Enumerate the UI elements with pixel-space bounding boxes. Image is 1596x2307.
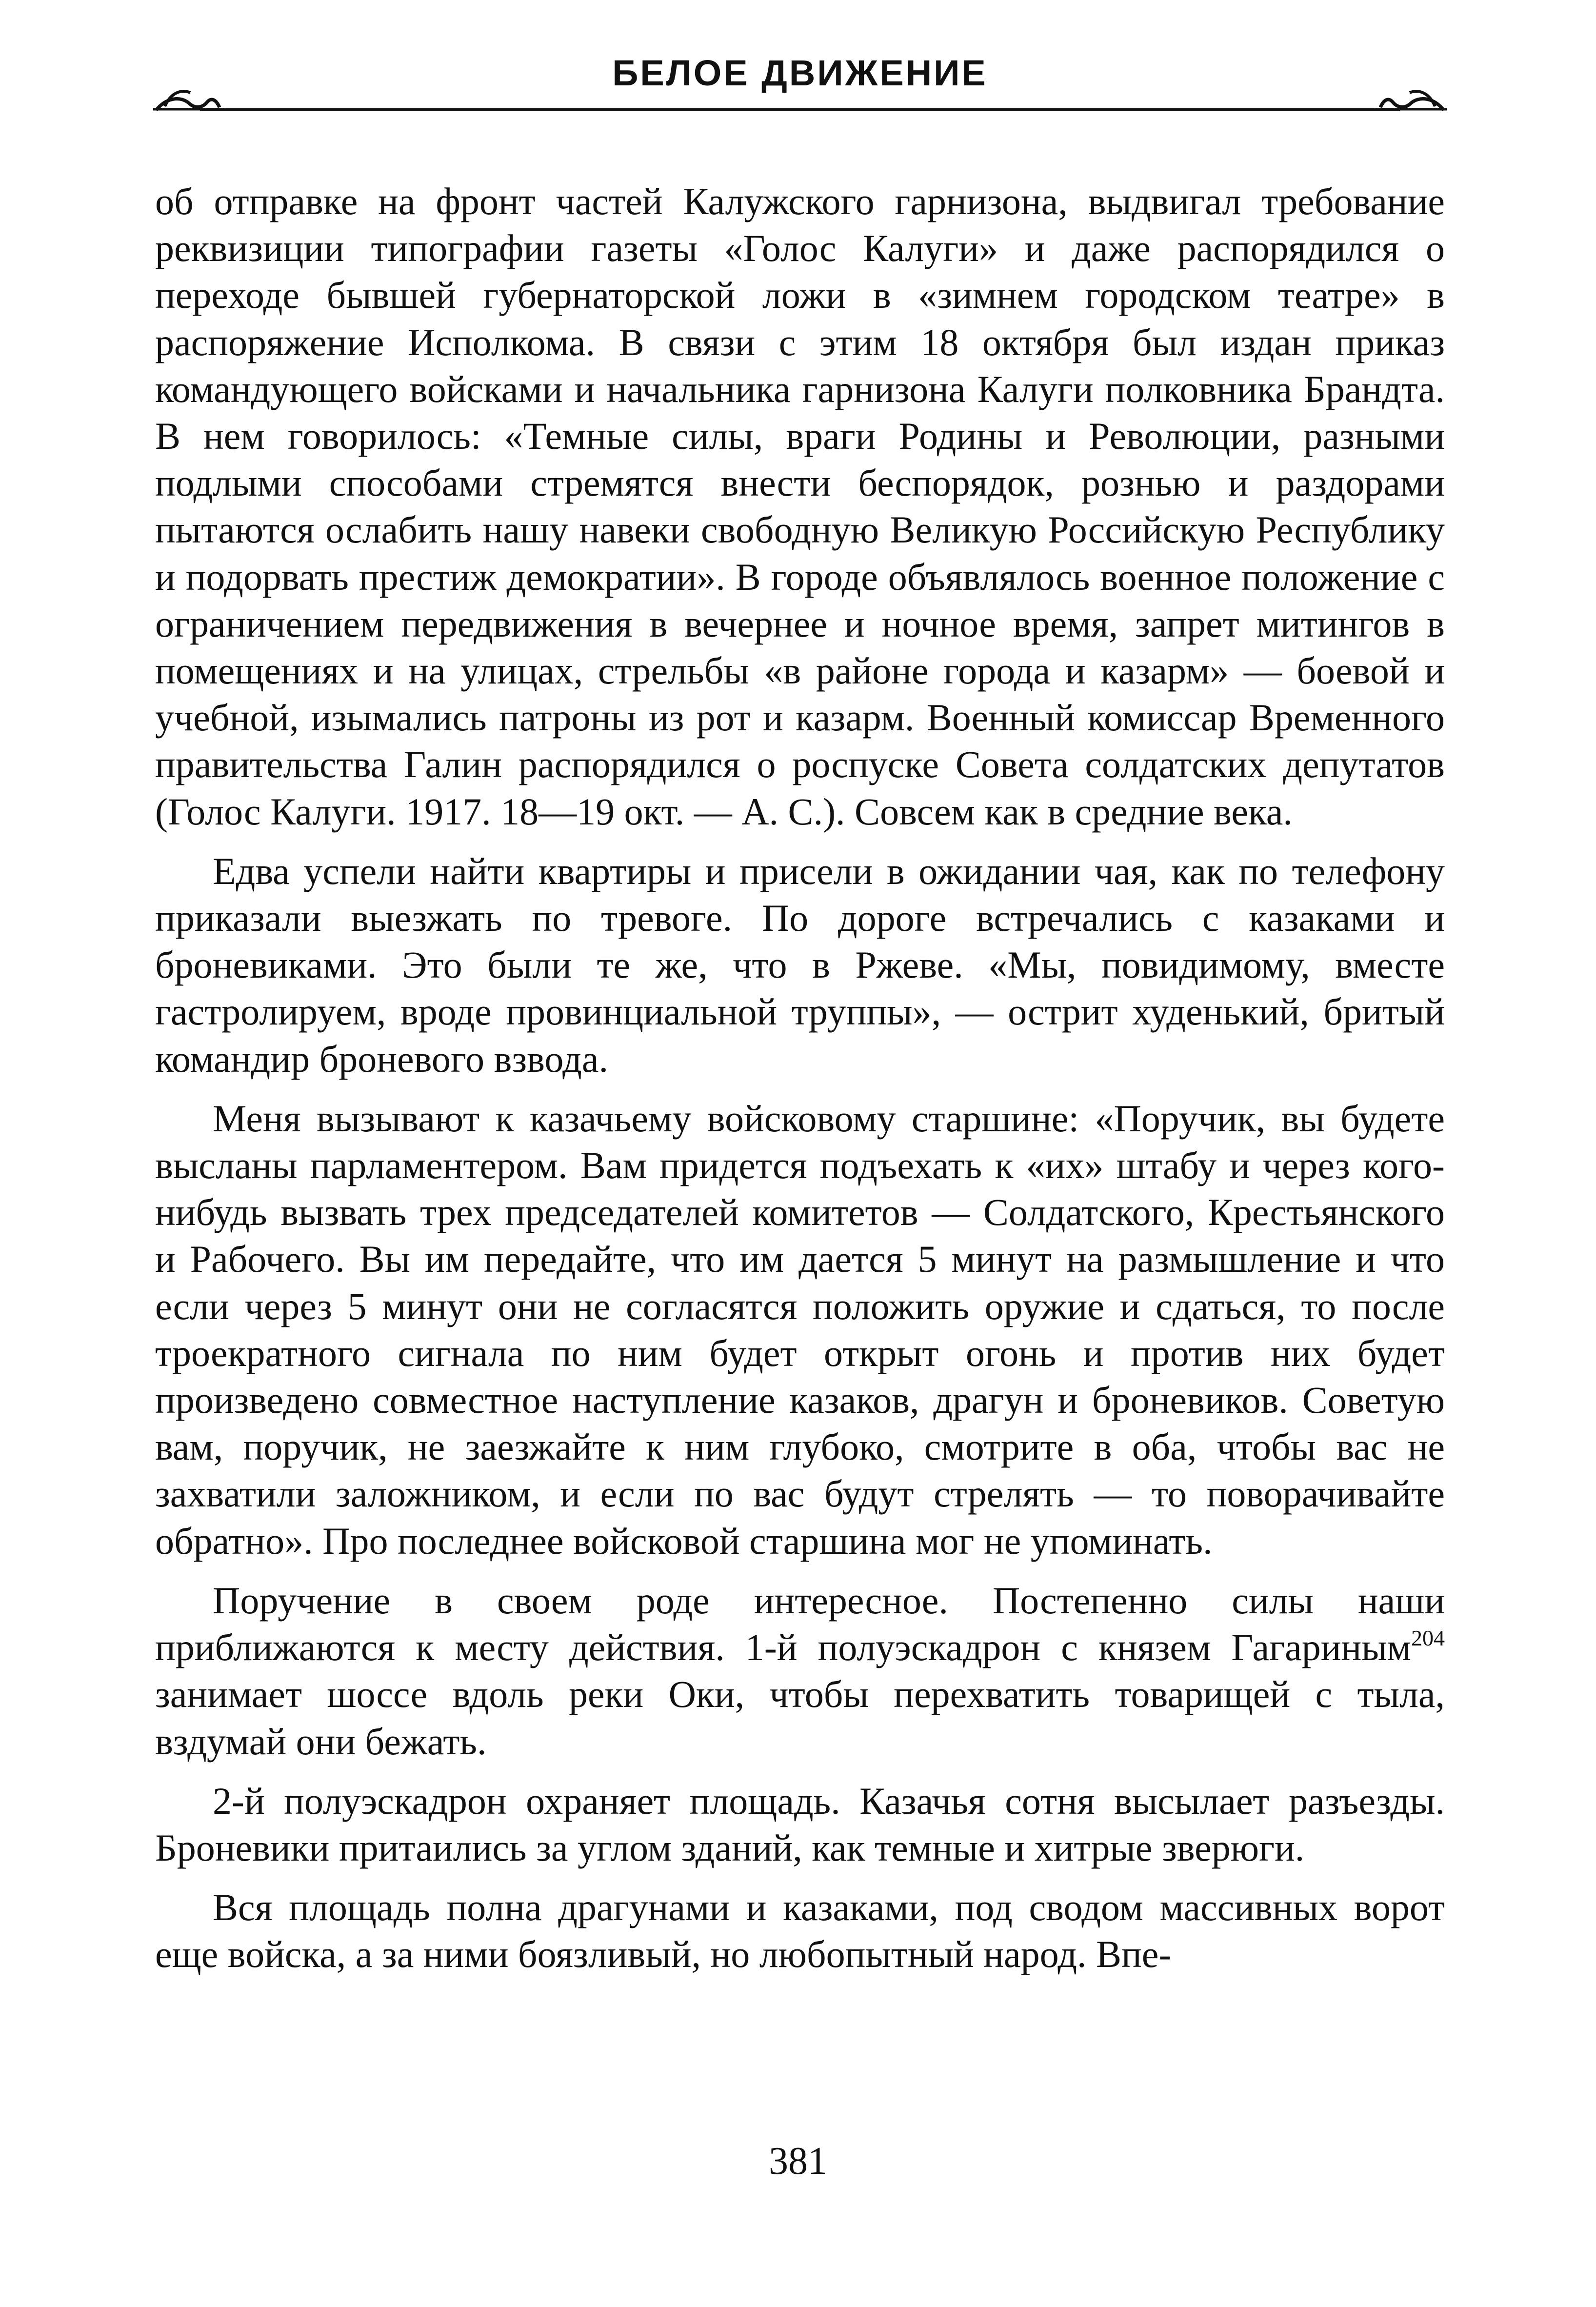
header-rule [200,108,1400,111]
paragraph-6: Вся площадь полна драгунами и казаками, под сводом массивных ворот еще войска, а за ними боязливый, но любопытный народ. Впе- [155,1886,1445,1976]
paragraph-3: Меня вызывают к казачьему войсковому старшине: «Поручик, вы будете высланы парламентером. Вам придется подъехать к «их» штабу и через кого-нибудь вызвать трех председателей комитетов — Солдатского, Крестьянского и Рабочего. Вы им передайте, что им дается 5 минут на размышление и что если через 5 минут они не согласятся положить оружие и сдаться, то после троекратного сигнала по ним будет открыт огонь и против них будет произведено совместное наступление казаков, драгун и броневиков. Советую вам, поручик, не заезжайте к ним глубоко, смотрите в оба, чтобы вас не захватили заложником, и если по вас будут стрелять — то поворачивайте обратно». Про последнее войсковой старшина мог не упоминать. [155,1097,1445,1562]
running-title: БЕЛОЕ ДВИЖЕНИЕ [612,53,988,93]
body-text [155,178,1445,1991]
paragraph-2: Едва успели найти квартиры и присели в ожидании чая, как по телефону приказали выезжать по тревоге. По дороге встречались с казаками и броневиками. Это были те же, что в Ржеве. «Мы, повидимому, вместе гастролируем, вроде провинциальной труппы», — острит худенький, бритый командир броневого взвода. [155,849,1445,1080]
page-number: 381 [769,2140,827,2183]
flourish-left-icon [151,78,224,122]
paragraph-5: 2-й полуэскадрон охраняет площадь. Казачья сотня высылает разъезды. Броневики притаились за углом зданий, как темные и хитрые зверюги. [155,1779,1445,1869]
paragraph-4-text-a: Поручение в своем роде интересное. Постепенно силы наши приближаются к месту действия. 1-й полуэскадрон с князем Гагариным [155,1579,1445,1669]
paragraph-4 [155,1577,1445,1765]
footnote-ref[interactable]: 204 [1411,1625,1445,1651]
flourish-right-icon [1376,78,1449,122]
paragraph-1: об отправке на фронт частей Калужского гарнизона, выдвигал требование реквизиции типографии газеты «Голос Калуги» и даже распорядился о переходе бывшей губернаторской ложи в «зимнем городском театре» в распоряжение Исполкома. В связи с этим 18 октября был издан приказ командующего войсками и начальника гарнизона Калуги полковника Брандта. В нем говорилось: «Темные силы, враги Родины и Революции, разными подлыми способами стремятся внести беспорядок, рознью и раздорами пытаются ослабить нашу навеки свободную Великую Российскую Республику и подорвать престиж демократии». В городе объявлялось военное положение с ограничением передвижения в вечернее и ночное время, запрет митингов в помещениях и на улицах, стрельбы «в районе города и казарм» — боевой и учебной, изымались патроны из рот и казарм. Военный комиссар Временного правительства Галин распорядился о роспуске Совета солдатских депутатов (Голос Калуги. 1917. 18—19 окт. — А. С.). Совсем как в средние века. [155,180,1445,833]
paragraph-4-text-b: занимает шоссе вдоль реки Оки, чтобы перехватить товарищей с тыла, вздумай они бежать. [155,1673,1445,1763]
running-header [156,49,1444,122]
